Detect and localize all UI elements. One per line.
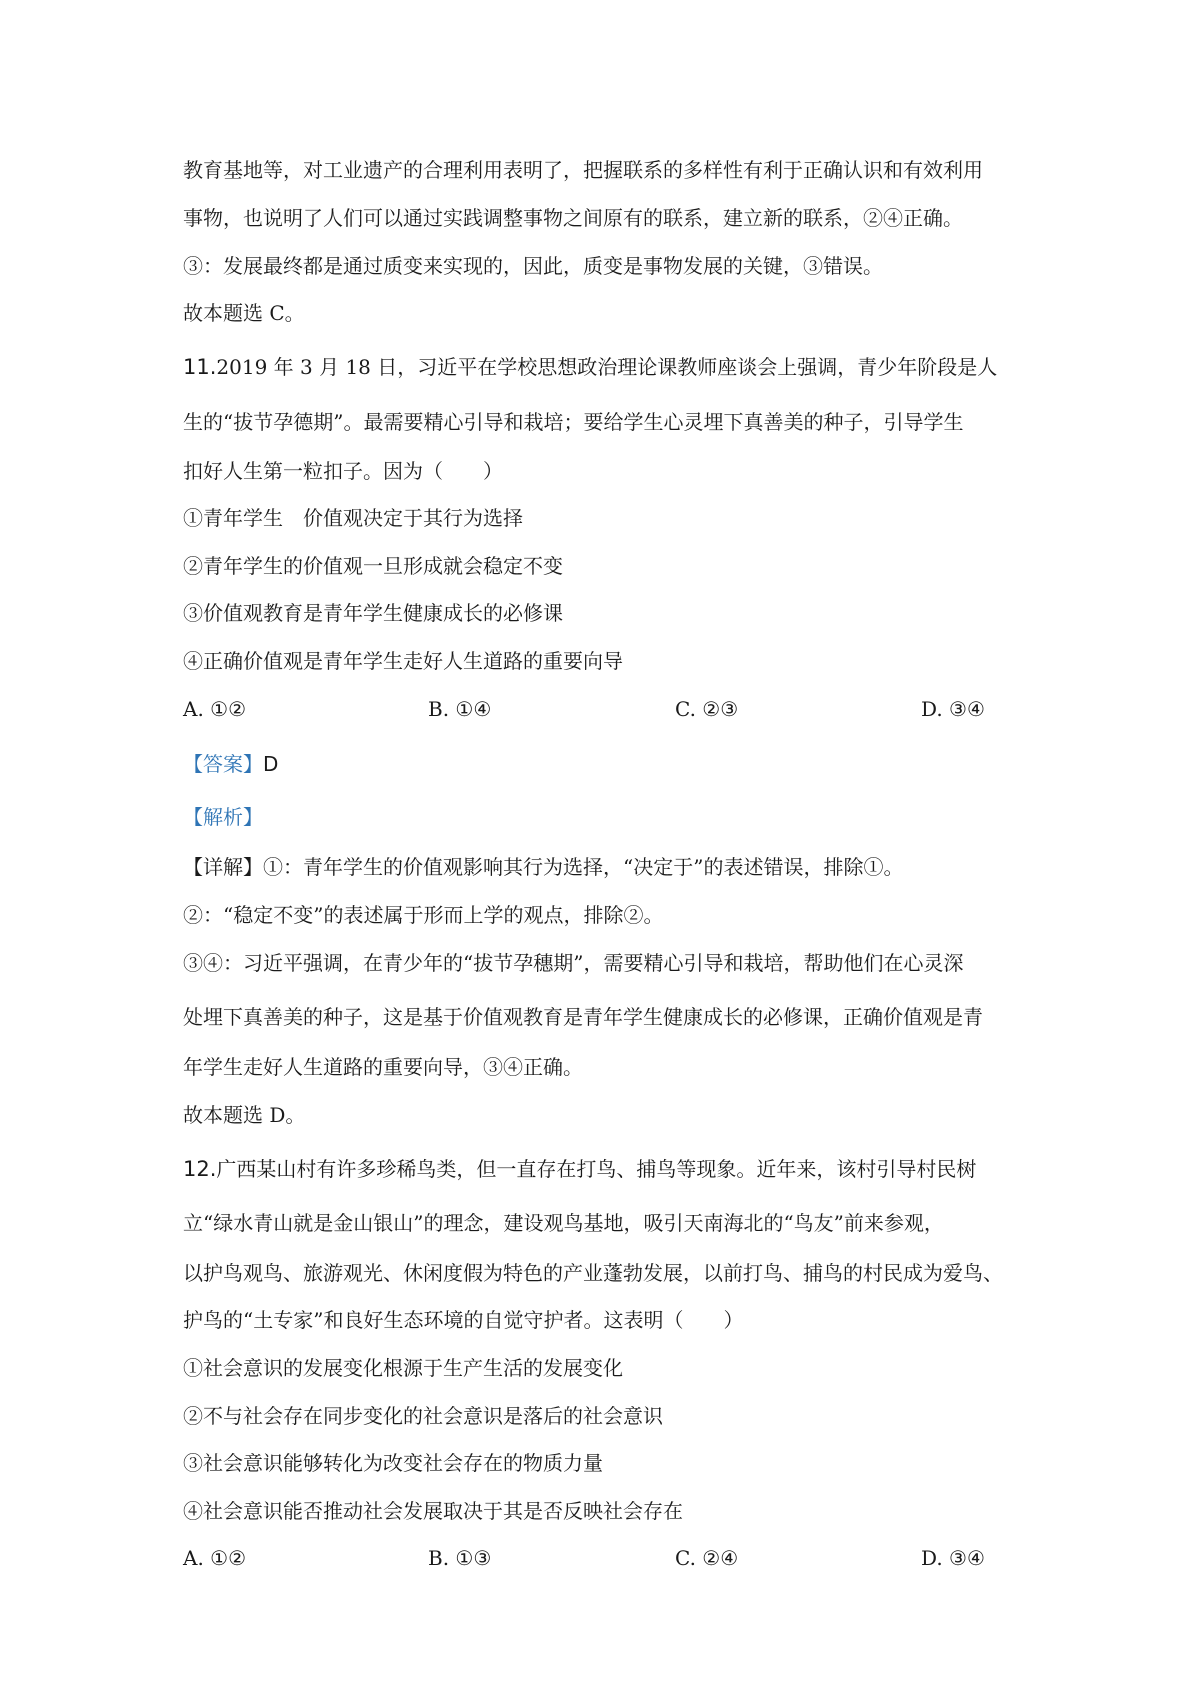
q10-analysis-line: 教育基地等，对工业遗产的合理利用表明了，把握联系的多样性有利于正确认识和有效利用 [183, 158, 983, 182]
detail-text: ①：青年学生的价值观影响其行为选择，“决定于”的表述错误，排除①。 [263, 855, 904, 879]
q11-answer-line [183, 749, 278, 779]
answer-value: D [263, 752, 279, 776]
answer-tag: 【答案】 [183, 752, 263, 776]
q11-detail-line: 处埋下真善美的种子，这是基于价值观教育是青年学生健康成长的必修课，正确价值观是青 [183, 1005, 983, 1029]
q11-statement: ④正确价值观是青年学生走好人生道路的重要向导 [183, 649, 623, 673]
detail-tag: 【详解】 [183, 855, 263, 879]
q12-statement: ③社会意识能够转化为改变社会存在的物质力量 [183, 1451, 603, 1475]
q11-option-b: B. ①④ [428, 697, 492, 721]
q11-detail-line [183, 852, 903, 882]
q11-detail-line: ③④：习近平强调，在青少年的“拔节孕穗期”，需要精心引导和栽培，帮助他们在心灵深 [183, 951, 964, 975]
q11-option-d: D. ③④ [921, 697, 985, 721]
q12-option-a: A. ①② [183, 1546, 247, 1570]
analysis-tag: 【解析】 [183, 805, 263, 829]
q10-analysis-line: ③：发展最终都是通过质变来实现的，因此，质变是事物发展的关键，③错误。 [183, 254, 883, 278]
q11-detail-line: 年学生走好人生道路的重要向导，③④正确。 [183, 1055, 583, 1079]
q12-option-c: C. ②④ [675, 1546, 739, 1570]
q12-stem-line: 立“绿水青山就是金山银山”的理念，建设观鸟基地，吸引天南海北的“鸟友”前来参观， [183, 1211, 944, 1235]
q12-option-d: D. ③④ [921, 1546, 985, 1570]
q11-conclusion: 故本题选 D。 [183, 1103, 306, 1127]
q12-option-b: B. ①③ [428, 1546, 492, 1570]
q12-statement: ④社会意识能否推动社会发展取决于其是否反映社会存在 [183, 1499, 683, 1523]
q10-analysis-line: 事物，也说明了人们可以通过实践调整事物之间原有的联系，建立新的联系，②④正确。 [183, 206, 963, 230]
q11-statement: ①青年学生 价值观决定于其行为选择 [183, 506, 523, 530]
q11-statement: ②青年学生的价值观一旦形成就会稳定不变 [183, 554, 563, 578]
q12-stem-line [183, 1154, 976, 1184]
q12-statement: ②不与社会存在同步变化的社会意识是落后的社会意识 [183, 1404, 663, 1428]
q12-stem-text: 广西某山村有许多珍稀鸟类，但一直存在打鸟、捕鸟等现象。近年来，该村引导村民树 [216, 1157, 977, 1181]
q10-conclusion: 故本题选 C。 [183, 301, 305, 325]
q11-option-a: A. ①② [183, 697, 247, 721]
q12-statement: ①社会意识的发展变化根源于生产生活的发展变化 [183, 1356, 623, 1380]
q11-stem-line [183, 352, 997, 382]
q11-stem-line: 扣好人生第一粒扣子。因为（ ） [183, 459, 503, 483]
q11-stem-text: 2019 年 3 月 18 日，习近平在学校思想政治理论课教师座谈会上强调，青少年阶段是人 [216, 355, 998, 379]
q11-option-c: C. ②③ [675, 697, 739, 721]
q12-stem-line: 以护鸟观鸟、旅游观光、休闲度假为特色的产业蓬勃发展，以前打鸟、捕鸟的村民成为爱鸟、 [183, 1261, 1003, 1285]
q12-number: 12. [183, 1157, 217, 1181]
q11-stem-line: 生的“拔节孕德期”。最需要精心引导和栽培；要给学生心灵埋下真善美的种子，引导学生 [183, 410, 964, 434]
q11-number: 11. [183, 355, 217, 379]
q12-stem-line: 护鸟的“土专家”和良好生态环境的自觉守护者。这表明（ ） [183, 1308, 744, 1332]
q11-detail-line: ②：“稳定不变”的表述属于形而上学的观点，排除②。 [183, 903, 664, 927]
q11-statement: ③价值观教育是青年学生健康成长的必修课 [183, 601, 563, 625]
